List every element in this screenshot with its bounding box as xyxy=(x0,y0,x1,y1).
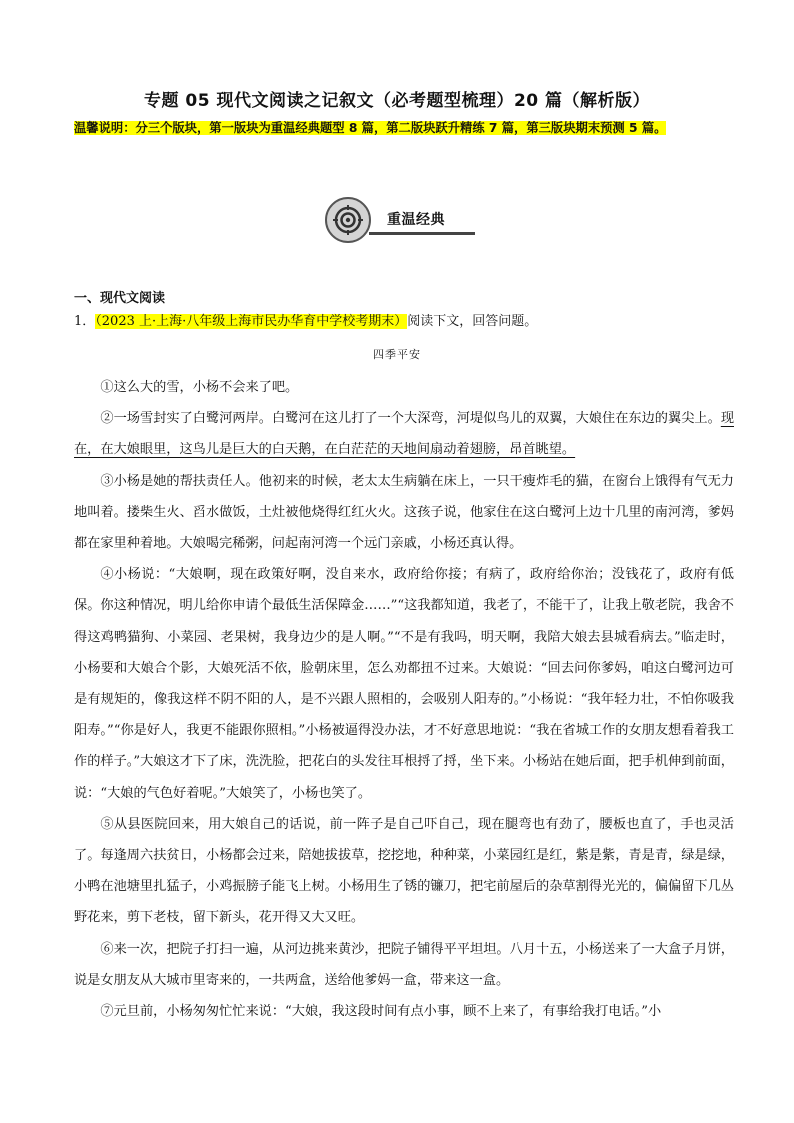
notice-text xyxy=(74,119,794,137)
question-number: 1． xyxy=(74,314,96,329)
article-title: 四季平安 xyxy=(373,348,421,361)
badge-underline xyxy=(369,232,475,235)
paragraph-7: ⑦元旦前，小杨匆匆忙忙来说：“大娘，我这段时间有点小事，顾不上来了，有事给我打电话。”小 xyxy=(100,1004,662,1020)
paragraph-2-underlined: 现在，在大娘眼里，这鸟儿是巨大的白天鹅，在白茫茫的天地间扇动着翅膀，昂首眺望。 xyxy=(74,411,734,458)
question-source: （2023 上·上海·八年级上海市民办华育中学校考期末） xyxy=(95,314,408,329)
paragraph-5: ⑤从县医院回来，用大娘自己的话说，前一阵子是自己吓自己，现在腿弯也有劲了，腰板也直了，手也灵活了。每逢周六扶贫日，小杨都会过来，陪她拔拔草，挖挖地，种种菜，小菜园红是红，紫是紫，青是青，绿是绿，小鸭在池塘里扎猛子，小鸡振膀子能飞上树。小杨用生了锈的镰刀，把宅前屋后的杂草割得光光的，偏偏留下几丛野花来，剪下老枝，留下新头，花开得又大又旺。 xyxy=(74,816,734,926)
paragraph-2 xyxy=(74,403,734,465)
document-title: 专题 05 现代文阅读之记叙文（必考题型梳理）20 篇（解析版） xyxy=(143,91,651,111)
paragraph-2-text: ②一场雪封实了白鹭河两岸。白鹭河在这儿打了一个大深弯，河堤似鸟儿的双翼，大娘住在东边的翼尖上。 xyxy=(100,411,721,427)
target-icon xyxy=(325,197,371,243)
article-body xyxy=(74,372,734,1027)
paragraph-6: ⑥来一次，把院子打扫一遍，从河边挑来黄沙，把院子铺得平平坦坦。八月十五，小杨送来了一大盒子月饼，说是女朋友从大城市里寄来的，一共两盒，送给他爹妈一盒，带来这一盒。 xyxy=(74,941,734,988)
paragraph-4: ④小杨说：“大娘啊，现在政策好啊，没自来水，政府给你接；有病了，政府给你治；没钱花了，政府有低保。你这种情况，明儿给你申请个最低生活保障金……”“这我都知道，我老了，不能干了，让我上敬老院，我舍不得这鸡鸭猫狗、小菜园、老果树，我身边少的是人啊。”“不是有我吗，明天啊，我陪大娘去县城看病去。”临走时，小杨要和大娘合个影，大娘死活不依，脸朝床里，怎么劝都扭不过来。大娘说：“回去问你爹妈，咱这白鹭河边可是有规矩的，像我这样不阴不阳的人，是不兴跟人照相的，会吸别人阳寿的。”小杨说：“我年轻力壮，不怕你吸我阳寿。”“你是好人，我更不能跟你照相。”小杨被逼得没办法，才不好意思地说：“我在省城工作的女朋友想看着我工作的样子。”大娘这才下了床，洗洗脸，把花白的头发往耳根捋了捋，坐下来。小杨站在她后面，把手机伸到前面，说：“大娘的气色好着呢。”大娘笑了，小杨也笑了。 xyxy=(74,567,734,801)
question-line xyxy=(74,312,537,332)
section-heading: 一、现代文阅读 xyxy=(74,291,166,306)
paragraph-1: ①这么大的雪，小杨不会来了吧。 xyxy=(100,380,299,395)
notice-highlight: 温馨说明：分三个版块，第一版块为重温经典题型 8 篇，第二版块跃升精练 7 篇，第三版块期末预测 5 篇。 xyxy=(74,121,667,135)
section-badge xyxy=(325,197,475,251)
question-prompt: 阅读下文，回答问题。 xyxy=(407,314,538,329)
paragraph-3: ③小杨是她的帮扶责任人。他初来的时候，老太太生病躺在床上，一只干瘦炸毛的猫，在窗台上饿得有气无力地叫着。搂柴生火、舀水做饭，土灶被他烧得红红火火。这孩子说，他家住在这白鹭河上边十几里的南河湾，爹妈都在家里种着地。大娘喝完稀粥，问起南河湾一个远门亲戚，小杨还真认得。 xyxy=(74,473,734,552)
section-badge-label: 重温经典 xyxy=(387,212,445,228)
